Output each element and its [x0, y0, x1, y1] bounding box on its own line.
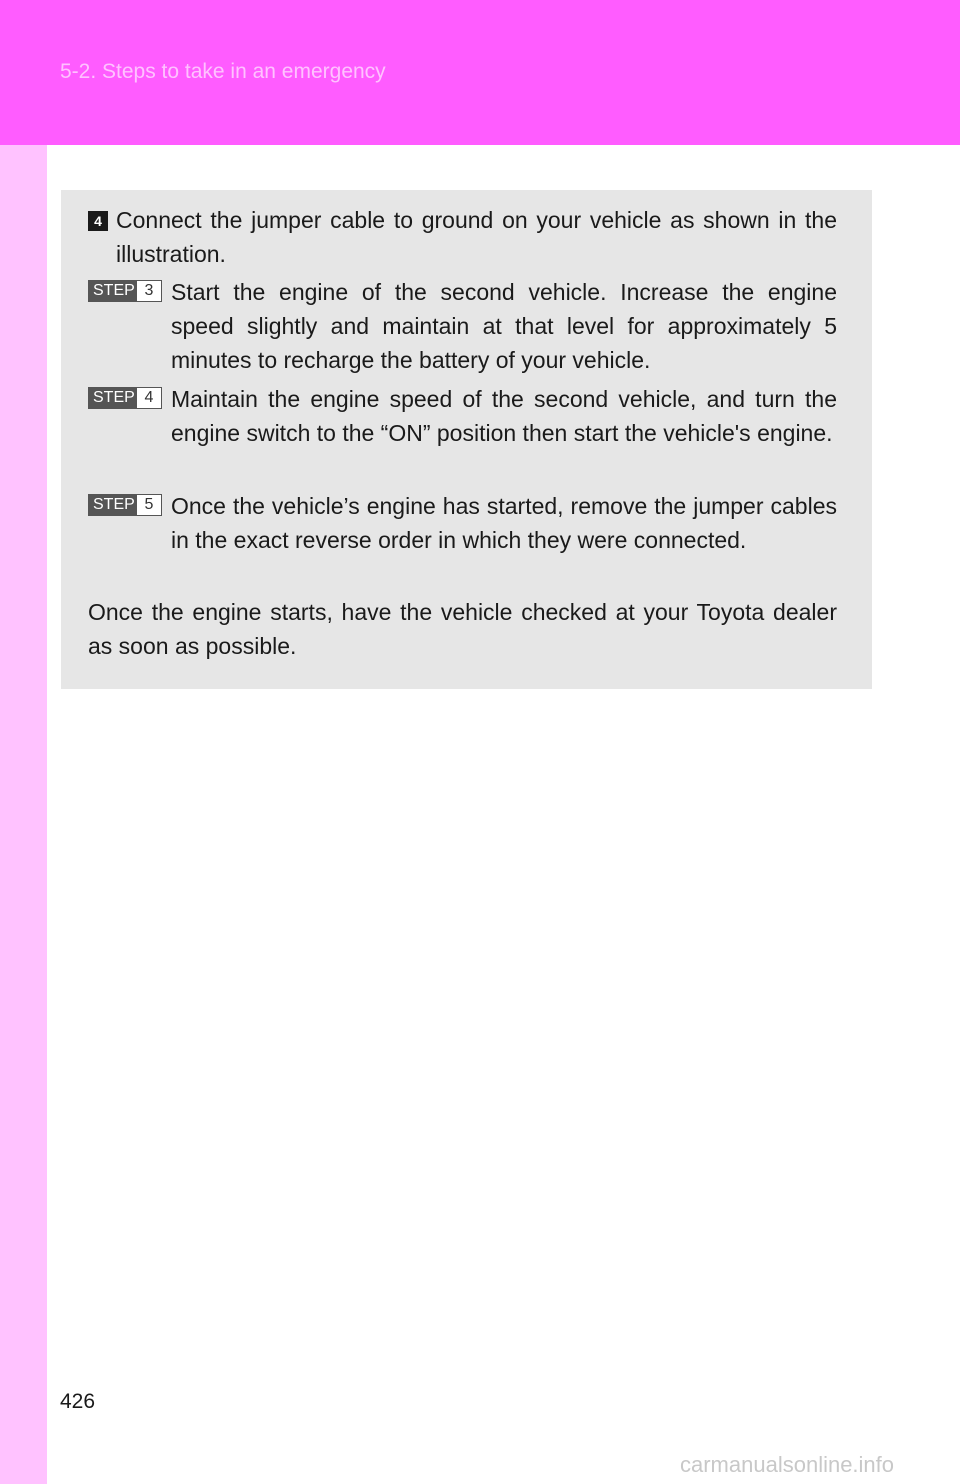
step-5-badge: [88, 494, 162, 516]
step-number: 3: [144, 282, 154, 299]
step-5: [88, 489, 837, 557]
step-4: [88, 382, 837, 450]
step-3: [88, 275, 837, 377]
step-4-badge: [88, 387, 162, 409]
watermark: carmanualsonline.info: [680, 1452, 895, 1477]
number-4-badge: 4: [88, 211, 108, 231]
item-4-text: Connect the jumper cable to ground on your vehicle as shown in the illustration.: [116, 207, 837, 267]
step-3-badge: [88, 280, 162, 302]
step-label: STEP: [89, 281, 137, 301]
step-number: 4: [144, 389, 154, 406]
step-3-text: Start the engine of the second vehicle. Increase the engine speed slightly and maintain at that level for approximately 5 minutes to recharge the battery of your vehicle.: [171, 279, 837, 373]
page-number: 426: [60, 1390, 96, 1413]
header-bar: [0, 0, 960, 145]
step-label: STEP: [89, 495, 137, 515]
closing-paragraph: Once the engine starts, have the vehicle checked at your Toyota dealer as soon as possible.: [88, 599, 837, 659]
section-title: 5-2. Steps to take in an emergency: [60, 60, 386, 83]
step-5-text: Once the vehicle’s engine has started, remove the jumper cables in the exact reverse order in which they were connected.: [171, 493, 837, 553]
numbered-item-4: [88, 203, 837, 271]
side-strip: [0, 145, 47, 1484]
step-label: STEP: [89, 388, 137, 408]
step-4-text: Maintain the engine speed of the second vehicle, and turn the engine switch to the “ON” position then start the vehicle's engine.: [171, 386, 837, 446]
step-number: 5: [144, 496, 154, 513]
